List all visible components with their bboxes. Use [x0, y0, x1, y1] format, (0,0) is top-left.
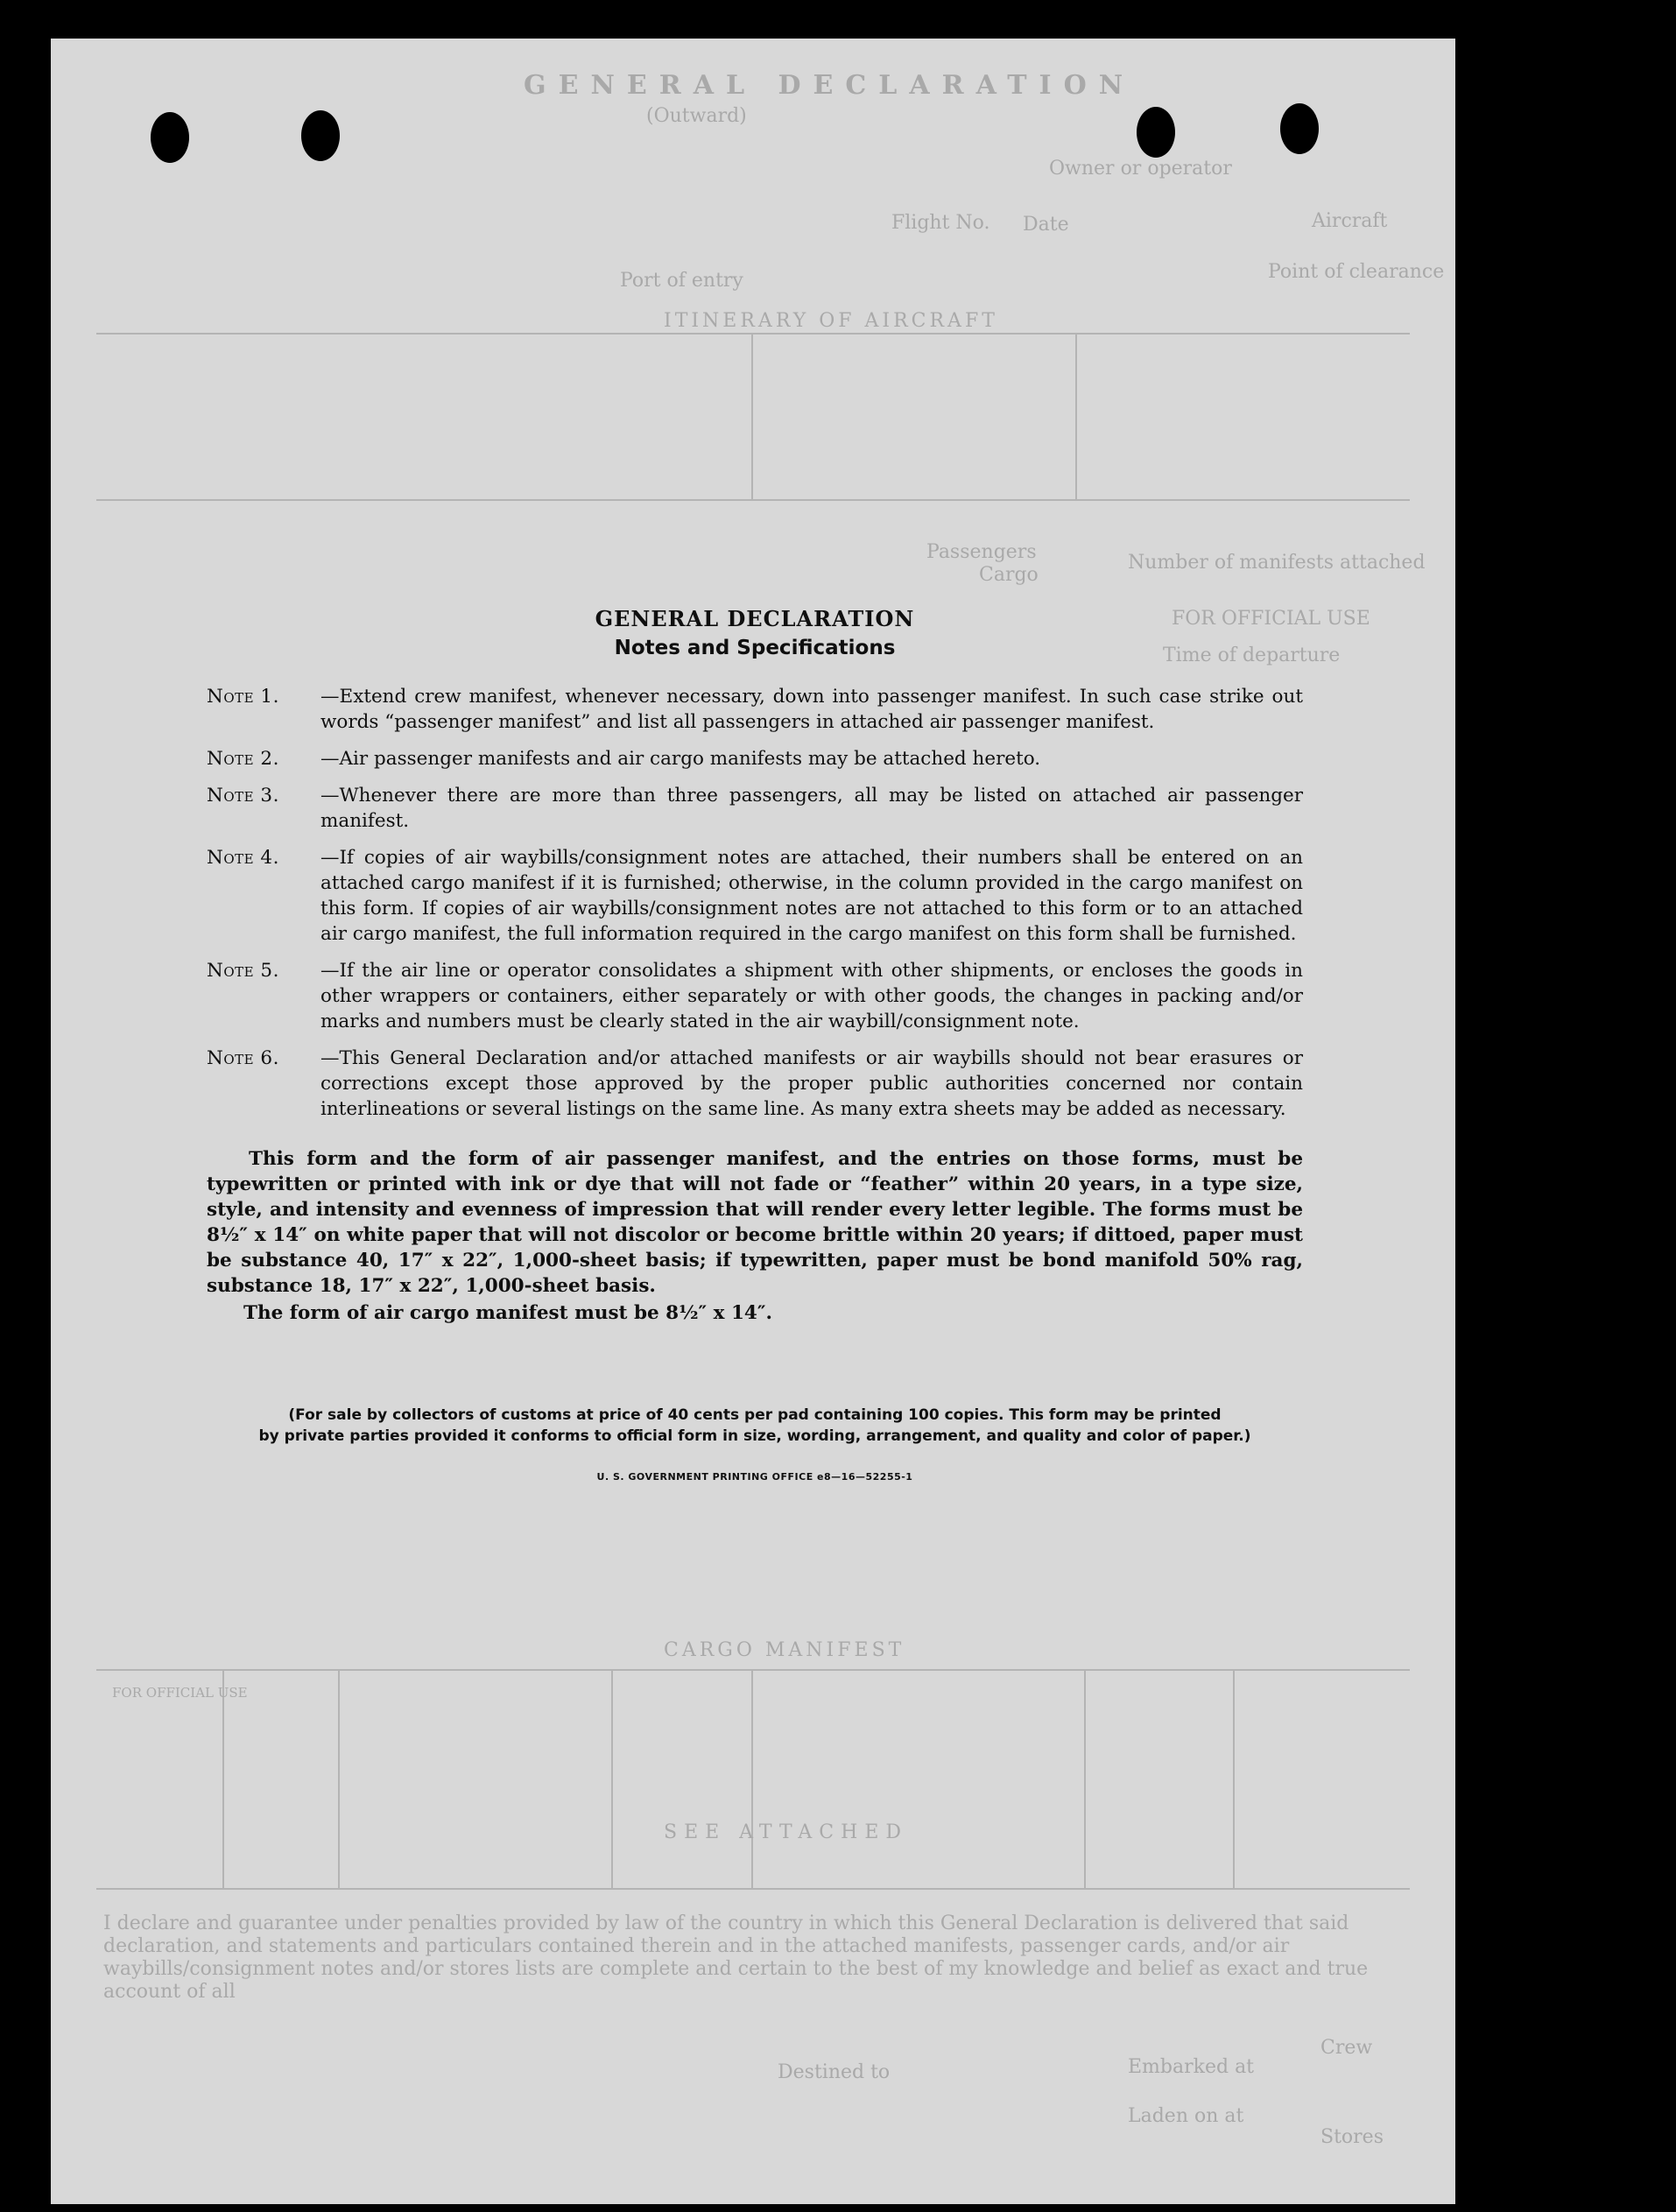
bleed-rule	[96, 499, 1410, 501]
punch-hole	[151, 112, 189, 163]
bleed-passengers-label: Passengers	[926, 541, 1037, 563]
bleed-rule	[222, 1669, 224, 1888]
bleed-crew-label: Crew	[1320, 2037, 1373, 2059]
bleed-official-use-label: FOR OFFICIAL USE	[1172, 608, 1370, 630]
bleed-rule	[338, 1669, 340, 1888]
note-item	[207, 783, 1303, 834]
bleed-rule	[1233, 1669, 1235, 1888]
bleed-aircraft-label: Aircraft	[1312, 210, 1388, 232]
note-label: Note 1.	[207, 686, 279, 708]
note-item	[207, 1046, 1303, 1122]
bleed-stores-label: Stores	[1320, 2126, 1384, 2148]
punch-hole	[1137, 107, 1175, 158]
bleed-flight-label: Flight No.	[891, 212, 990, 234]
bleed-declaration-text: I declare and guarantee under penalties provided by law of the country in which this General Declaration is delivered that said declaration, and statements and particulars contained therein and in the attached manifests, passenger cards, and/or air waybills/consignment notes and/or stores lists are complete and certain to the best of my knowledge and belief as exact and true account of all	[103, 1913, 1369, 2003]
bleed-rule	[96, 1888, 1410, 1890]
note-item	[207, 746, 1303, 771]
note-item	[207, 958, 1303, 1034]
bleed-rule	[611, 1669, 613, 1888]
note-text: —If the air line or operator consolidates a shipment with other shipments, or encloses the goods in other wrappers or containers, either separately or with other goods, the changes in packing and/or marks and numbers must be clearly stated in the air waybill/consignment note.	[320, 960, 1303, 1032]
note-item	[207, 845, 1303, 947]
printing-office-imprint: U. S. GOVERNMENT PRINTING OFFICE e8—16—52255-1	[596, 1471, 913, 1483]
sale-notice-line: by private parties provided it conforms to official form in size, wording, arrangement, and quality and color of paper.)	[258, 1427, 1251, 1445]
bleed-itinerary-label: ITINERARY OF AIRCRAFT	[664, 310, 998, 332]
sale-notice-line: (For sale by collectors of customs at price of 40 cents per pad containing 100 copies. This form may be printed	[288, 1406, 1222, 1424]
note-label: Note 6.	[207, 1047, 279, 1069]
note-text: —Whenever there are more than three passengers, all may be listed on attached air passenger manifest.	[320, 785, 1303, 832]
bleed-cargo-manifest-label: CARGO MANIFEST	[664, 1639, 905, 1661]
bleed-clearance-label: Point of clearance	[1268, 261, 1445, 283]
bleed-official-col: FOR OFFICIAL USE	[112, 1685, 248, 1701]
sale-notice	[207, 1405, 1303, 1447]
bleed-rule	[751, 1669, 753, 1888]
bleed-manifests-label: Number of manifests attached	[1128, 552, 1426, 574]
note-label: Note 4.	[207, 847, 279, 869]
note-label: Note 2.	[207, 748, 279, 770]
bleed-subheading: (Outward)	[646, 105, 747, 127]
bleed-departure-label: Time of departure	[1163, 645, 1341, 666]
note-item	[207, 684, 1303, 735]
bleed-laden-label: Laden on at	[1128, 2105, 1244, 2127]
bleed-owner-label: Owner or operator	[1049, 158, 1232, 180]
bleed-rule	[1084, 1669, 1086, 1888]
cargo-manifest-size-line: The form of air cargo manifest must be 8½″ x 14″.	[243, 1302, 772, 1324]
punch-hole	[301, 110, 340, 161]
bleed-date-label: Date	[1023, 214, 1069, 236]
bleed-see-attached: SEE ATTACHED	[664, 1821, 909, 1843]
bleed-heading: GENERAL DECLARATION	[524, 70, 1136, 101]
note-text: —This General Declaration and/or attached manifests or air waybills should not bear erasures or corrections except those approved by the proper public authorities concerned nor contain interlineations or several listings on the same line. As many extra sheets may be added as necessary.	[320, 1047, 1303, 1120]
bleed-rule	[1075, 333, 1077, 499]
bleed-rule	[751, 333, 753, 499]
note-text: —If copies of air waybills/consignment notes are attached, their numbers shall be entered on an attached cargo manifest if it is furnished; otherwise, in the column provided in the cargo manifest on this form. If copies of air waybills/consignment notes are not attached to this form or to an attached air cargo manifest, the full information required in the cargo manifest on this form shall be furnished.	[320, 847, 1303, 945]
note-label: Note 5.	[207, 960, 279, 982]
punch-hole	[1280, 103, 1319, 154]
notes-and-specifications	[207, 606, 1303, 1483]
bleed-rule	[96, 333, 1410, 335]
bleed-cargo-label: Cargo	[979, 564, 1039, 586]
note-text: —Extend crew manifest, whenever necessary, down into passenger manifest. In such case strike out words “passenger manifest” and list all passengers in attached air passenger manifest.	[320, 686, 1303, 733]
note-text: —Air passenger manifests and air cargo manifests may be attached hereto.	[320, 748, 1041, 770]
specifications-paragraph: This form and the form of air passenger manifest, and the entries on those forms, must be typewritten or printed with ink or dye that will not fade or “feather” within 20 years, in a type size, style, and intensity and evenness of impression that will render every letter legible. The forms must be 8½″ x 14″ on white paper that will not discolor or become brittle within 20 years; if dittoed, paper must be substance 40, 17″ x 22″, 1,000-sheet basis; if typewritten, paper must be bond manifold 50% rag, substance 18, 17″ x 22″, 1,000-sheet basis.	[207, 1148, 1303, 1297]
bleed-embarked-label: Embarked at	[1128, 2056, 1255, 2078]
bleed-entry-label: Port of entry	[620, 270, 743, 292]
notes-subtitle: Notes and Specifications	[614, 637, 896, 659]
bleed-destined-label: Destined to	[778, 2061, 891, 2083]
notes-title: GENERAL DECLARATION	[595, 606, 915, 631]
note-label: Note 3.	[207, 785, 279, 807]
bleed-rule	[96, 1669, 1410, 1671]
